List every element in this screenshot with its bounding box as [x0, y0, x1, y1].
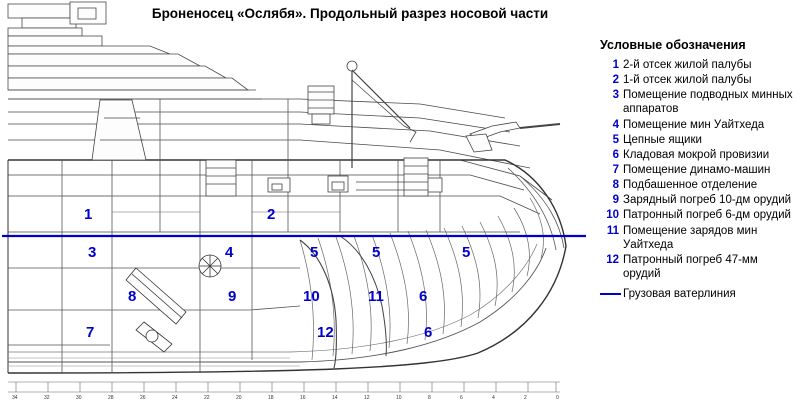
legend-item	[600, 253, 798, 281]
bow-gun-group	[466, 122, 560, 152]
legend-item-key: 3	[612, 89, 619, 102]
legend-item	[600, 88, 798, 116]
legend-panel	[600, 38, 798, 302]
legend-item-key: 10	[606, 209, 619, 222]
legend-item	[600, 208, 798, 222]
legend-item-waterline	[600, 287, 798, 301]
scale-tick-label: 26	[140, 395, 146, 401]
capstan-group	[199, 255, 221, 277]
zone-number-3: 3	[88, 244, 97, 261]
zone-number-10: 10	[303, 288, 320, 305]
legend-item	[600, 118, 798, 132]
scale-tick-label: 12	[364, 395, 370, 401]
zone-number-6: 6	[419, 288, 428, 305]
zone-number-4: 4	[225, 244, 234, 261]
scale-tick-label: 32	[44, 395, 50, 401]
frame-scale-group	[8, 382, 560, 392]
legend-item-label: Кладовая мокрой провизии	[623, 148, 770, 161]
zone-number-5: 5	[372, 244, 381, 261]
zone-number-12: 12	[317, 324, 334, 341]
legend-item-label: Подбашенное отделение	[623, 179, 758, 192]
legend-item-label: Помещение подводных минных аппаратов	[623, 89, 793, 116]
deck-equipment-group	[206, 158, 442, 196]
legend-item-key: 12	[606, 253, 619, 266]
legend-item-label: Помещение зарядов мин Уайтхеда	[623, 224, 758, 251]
legend-item-key: 11	[606, 224, 619, 237]
zone-number-2: 2	[267, 206, 276, 223]
scale-tick-label: 14	[332, 395, 338, 401]
scale-tick-label: 10	[396, 395, 402, 401]
zone-number-9: 9	[228, 288, 237, 305]
scale-tick-label: 8	[428, 395, 431, 401]
superstructure-group	[8, 2, 262, 99]
scale-tick-label: 6	[460, 395, 463, 401]
legend-item-label: Цепные ящики	[623, 133, 702, 146]
scale-tick-label: 28	[108, 395, 114, 401]
legend-item	[600, 224, 798, 252]
legend-item-label: Патронный погреб 6-дм орудий	[623, 209, 791, 222]
legend-item-label: Патронный погреб 47-мм орудий	[623, 253, 758, 280]
scale-tick-label: 2	[524, 395, 527, 401]
scale-tick-label: 0	[556, 395, 559, 401]
legend-item-key: 4	[612, 118, 619, 131]
zone-number-7: 7	[86, 324, 95, 341]
legend-item	[600, 193, 798, 207]
zone-number-8: 8	[128, 288, 137, 305]
page-title: Броненосец «Ослябя». Продольный разрез носовой части	[151, 6, 549, 21]
scale-tick-label: 4	[492, 395, 495, 401]
scale-tick-label: 18	[268, 395, 274, 401]
scale-tick-label: 24	[172, 395, 178, 401]
legend-item-label: 1-й отсек жилой палубы	[623, 74, 752, 87]
legend-item	[600, 163, 798, 177]
legend-item-key: 5	[612, 133, 619, 146]
legend-item	[600, 58, 798, 72]
waterline-swatch-icon	[600, 289, 619, 299]
legend-item-key: 1	[612, 59, 619, 71]
scale-tick-label: 34	[12, 395, 18, 401]
legend-item-key: 6	[612, 148, 619, 161]
legend-item	[600, 178, 798, 192]
legend-item	[600, 73, 798, 87]
legend-item-key: 7	[612, 163, 619, 176]
legend-item-list	[600, 58, 798, 281]
legend-item	[600, 148, 798, 162]
legend-item-key: 2	[612, 74, 619, 87]
turret-barbette-group	[92, 100, 146, 160]
legend-item-label: Помещение динамо-машин	[623, 163, 771, 176]
scale-tick-label: 16	[300, 395, 306, 401]
scale-tick-label: 20	[236, 395, 242, 401]
scale-tick-label: 30	[76, 395, 82, 401]
legend-item-key: 9	[612, 194, 619, 207]
legend-heading: Условные обозначения	[600, 38, 746, 52]
legend-item-label: 2-й отсек жилой палубы	[623, 59, 752, 71]
scale-tick-label: 22	[204, 395, 210, 401]
zone-number-5: 5	[462, 244, 471, 261]
zone-number-5: 5	[310, 244, 319, 261]
legend-waterline-label: Грузовая ватерлиния	[623, 288, 736, 301]
legend-item-label: Зарядный погреб 10-дм орудий	[623, 194, 792, 207]
legend-item	[600, 133, 798, 147]
legend-item-label: Помещение мин Уайтхеда	[623, 118, 765, 131]
mast-and-derrick-group	[308, 61, 416, 168]
zone-number-1: 1	[84, 206, 93, 223]
legend-item-key: 8	[612, 179, 619, 192]
zone-number-6: 6	[424, 324, 433, 341]
zone-number-11: 11	[368, 288, 384, 305]
